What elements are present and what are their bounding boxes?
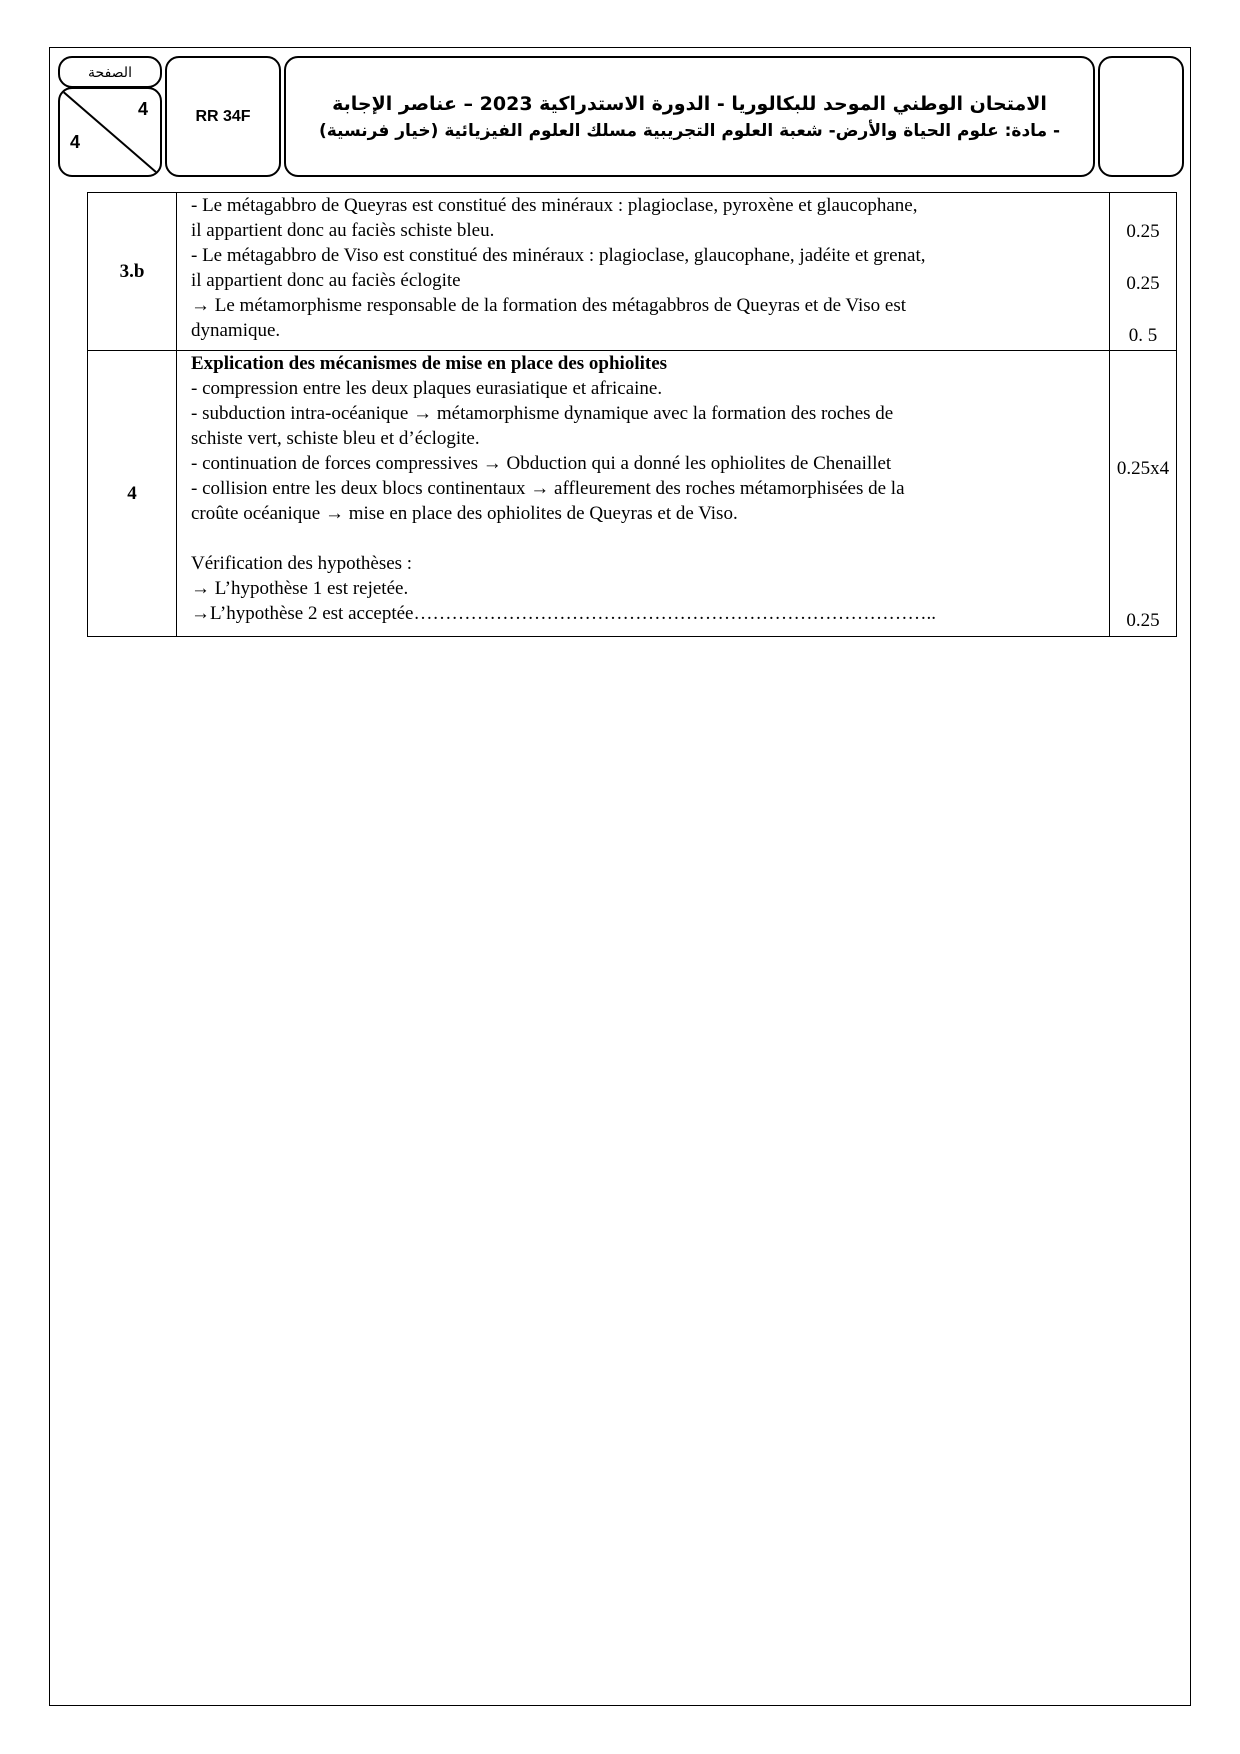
answer-line: dynamique.: [191, 320, 281, 341]
exam-code: RR 34F: [195, 107, 251, 125]
title-box: [284, 56, 1095, 177]
answer-line: schiste vert, schiste bleu et d’éclogite.: [191, 428, 480, 449]
mark-value: 0. 5: [1128, 325, 1158, 346]
answer-line: - Le métagabbro de Viso est constitué des minéraux : plagioclase, glaucophane, jadéite et grenat,: [191, 245, 926, 266]
page-total: 4: [70, 132, 81, 152]
answer-line: croûte océanique → mise en place des ophiolites de Queyras et de Viso.: [191, 503, 738, 524]
table-row: [88, 193, 1177, 351]
page-label-box: [58, 56, 162, 88]
answer-line: Vérification des hypothèses :: [191, 553, 413, 574]
mark-value: 0.25: [1126, 610, 1160, 631]
exam-title: الامتحان الوطني الموحد للبكالوريا - الدورة الاستدراكية 2023 – عناصر الإجابة: [332, 92, 1047, 115]
mark-value: 0.25: [1126, 273, 1160, 294]
answer-line: - Le métagabbro de Queyras est constitué des minéraux : plagioclase, pyroxène et glaucophane,: [191, 195, 918, 216]
marks-cell: [1110, 193, 1177, 351]
answer-content: [177, 193, 1110, 351]
answer-line: - collision entre les deux blocs continentaux → affleurement des roches métamorphisées de la: [191, 478, 905, 499]
question-number: 3.b: [88, 193, 177, 351]
question-number: 4: [88, 351, 177, 637]
answer-line: il appartient donc au faciès éclogite: [191, 270, 461, 291]
blank-box: [1098, 56, 1184, 177]
answer-line: → Le métamorphisme responsable de la formation des métagabbros de Queyras et de Viso est: [191, 295, 907, 316]
mark-value: 0.25: [1126, 221, 1160, 242]
answer-content: [177, 351, 1110, 637]
answer-line: - subduction intra-océanique → métamorphisme dynamique avec la formation des roches de: [191, 403, 894, 424]
answer-line: - compression entre les deux plaques eurasiatique et africaine.: [191, 378, 663, 399]
table-row: [88, 351, 1177, 637]
page-current: 4: [137, 99, 148, 119]
exam-code-box: [165, 56, 281, 177]
answer-table: [87, 192, 1177, 637]
answer-line: → L’hypothèse 1 est rejetée.: [191, 578, 409, 599]
blank-line: [191, 526, 1095, 551]
answer-heading: Explication des mécanismes de mise en place des ophiolites: [191, 353, 668, 374]
page-label: الصفحة: [88, 63, 132, 80]
answer-line: →L’hypothèse 2 est acceptée………………………………………………………………………..: [191, 603, 936, 624]
answer-line: il appartient donc au faciès schiste bleu.: [191, 220, 495, 241]
marks-cell: [1110, 351, 1177, 637]
page-number-box: [58, 87, 162, 177]
mark-value: 0.25x4: [1116, 458, 1170, 479]
answer-line: - continuation de forces compressives → Obduction qui a donné les ophiolites de Chenaillet: [191, 453, 892, 474]
exam-subject: - مادة: علوم الحياة والأرض- شعبة العلوم التجريبية مسلك العلوم الفيزيائية (خيار فرنسية): [318, 120, 1061, 141]
